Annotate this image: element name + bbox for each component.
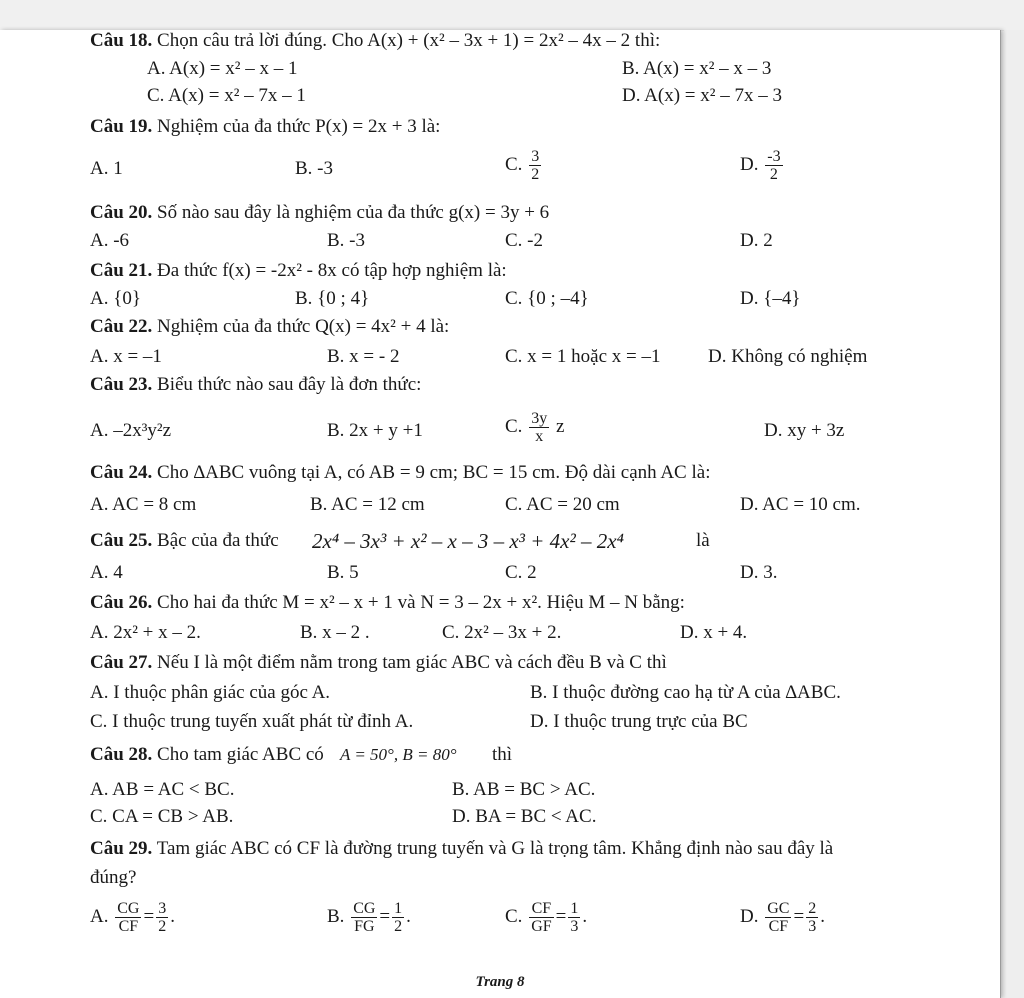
option-a: A. $\frac{CG}{CF}$ = $\frac{3}{2}$ . (90, 900, 175, 935)
question-text: đúng? (90, 867, 137, 888)
option-b: B. AB = BC > AC. (452, 779, 596, 800)
question-label: Câu 27. (90, 652, 153, 673)
option-b: B. x – 2 . (300, 622, 370, 643)
option-c: C. 2 (505, 562, 537, 583)
fraction: $\frac{CF}{GF}$ (531, 900, 552, 935)
option-a: A. AB = AC < BC. (90, 779, 235, 800)
option-b: B. $\frac{CG}{FG}$ = $\frac{1}{2}$ . (327, 900, 411, 935)
option-d: D. $\frac{GC}{CF}$ = $\frac{2}{3}$ . (740, 900, 825, 935)
option-d: D. Không có nghiệm (708, 346, 868, 367)
fraction: $\frac{3}{2}$ (158, 900, 167, 935)
option-d: D. 3. (740, 562, 778, 583)
question-text: Chọn câu trả lời đúng. Cho A(x) + (x² – 3x + 1) = 2x² – 4x – 2 thì: (157, 30, 661, 51)
question-text: Bậc của đa thức (157, 530, 279, 551)
option-c: C. 2x² – 3x + 2. (442, 622, 562, 643)
question-text: Nghiệm của đa thức P(x) = 2x + 3 là: (157, 116, 441, 137)
option-b: B. -3 (295, 158, 333, 179)
question-text: Cho hai đa thức M = x² – x + 1 và N = 3 – 2x + x². Hiệu M – N bằng: (157, 592, 685, 613)
option-d: D. $\frac{-3}{2}$ (740, 148, 781, 183)
option-a: A. 2x² + x – 2. (90, 622, 201, 643)
option-c: C. -2 (505, 230, 543, 251)
option-d: D. A(x) = x² – 7x – 3 (622, 85, 782, 106)
question-label: Câu 20. (90, 202, 153, 223)
question-label: Câu 19. (90, 116, 153, 137)
option-a: A. {0} (90, 288, 141, 309)
question-label: Câu 23. (90, 374, 153, 395)
option-d: D. BA = BC < AC. (452, 806, 597, 827)
option-a: A. -6 (90, 230, 130, 251)
question-label: Câu 18. (90, 30, 153, 51)
option-c: C. $\frac{3y}{x}$ z (505, 410, 565, 445)
option-c: C. {0 ; –4} (505, 288, 589, 309)
option-a: A. 4 (90, 562, 123, 583)
option-c: C. $\frac{CF}{GF}$ = $\frac{1}{3}$ . (505, 900, 588, 935)
option-d: D. xy + 3z (764, 420, 845, 441)
option-c: C. $\frac{3}{2}$ (505, 148, 540, 183)
question-label: Câu 21. (90, 260, 153, 281)
option-c: C. I thuộc trung tuyến xuất phát từ đỉnh A. (90, 711, 414, 732)
question-label: Câu 24. (90, 462, 153, 483)
question-text: Cho tam giác ABC có (157, 744, 324, 765)
option-d: D. I thuộc trung trực của BC (530, 711, 748, 732)
polynomial-expression: 2x⁴ – 3x³ + x² – x – 3 – x³ + 4x² – 2x⁴ (312, 529, 624, 553)
option-b: B. 5 (327, 562, 359, 583)
question-label: Câu 22. (90, 316, 153, 337)
question-text: Nếu I là một điểm nằm trong tam giác ABC và cách đều B và C thì (157, 652, 667, 673)
angle-values: A = 50°, B = 80° (340, 745, 457, 764)
question-text: Nghiệm của đa thức Q(x) = 4x² + 4 là: (157, 316, 450, 337)
option-a: A. AC = 8 cm (90, 494, 197, 515)
option-c: C. AC = 20 cm (505, 494, 620, 515)
fraction: $\frac{3}{2}$ (531, 148, 540, 183)
question-text: Đa thức f(x) = -2x² - 8x có tập hợp nghiệm là: (157, 260, 507, 281)
option-c: C. CA = CB > AB. (90, 806, 234, 827)
fraction: $\frac{CG}{CF}$ (117, 900, 140, 935)
question-text-suffix: là (696, 530, 710, 551)
fraction: $\frac{-3}{2}$ (767, 148, 781, 183)
question-text-suffix: thì (492, 744, 513, 765)
option-d: D. x + 4. (680, 622, 748, 643)
option-c: C. A(x) = x² – 7x – 1 (147, 85, 306, 106)
fraction: $\frac{3y}{x}$ (531, 410, 548, 445)
option-a: A. –2x³y²z (90, 420, 172, 441)
question-label: Câu 26. (90, 592, 153, 613)
option-b: B. A(x) = x² – x – 3 (622, 58, 772, 79)
option-a: A. A(x) = x² – x – 1 (147, 58, 298, 79)
viewer-toolbar (0, 0, 1024, 31)
question-text: Số nào sau đây là nghiệm của đa thức g(x) = 3y + 6 (157, 202, 550, 223)
option-a: A. I thuộc phân giác của góc A. (90, 682, 331, 703)
option-b: B. AC = 12 cm (310, 494, 425, 515)
option-b: B. 2x + y +1 (327, 420, 423, 441)
option-b: B. -3 (327, 230, 365, 251)
option-d: D. {–4} (740, 288, 801, 309)
fraction: $\frac{1}{3}$ (570, 900, 579, 935)
option-b: B. I thuộc đường cao hạ từ A của ∆ABC. (530, 682, 841, 703)
fraction: $\frac{GC}{CF}$ (767, 900, 790, 935)
question-label: Câu 28. (90, 744, 153, 765)
option-d: D. 2 (740, 230, 773, 251)
option-b: B. {0 ; 4} (295, 288, 370, 309)
question-text: Biểu thức nào sau đây là đơn thức: (157, 374, 422, 395)
option-c: C. x = 1 hoặc x = –1 (505, 346, 661, 367)
question-text: Cho ∆ABC vuông tại A, có AB = 9 cm; BC = 15 cm. Độ dài cạnh AC là: (157, 462, 711, 483)
viewer-gutter (1004, 30, 1024, 998)
page-footer: Trang 8 (475, 974, 525, 990)
question-label: Câu 29. (90, 838, 153, 859)
question-label: Câu 25. (90, 530, 153, 551)
option-a: A. x = –1 (90, 346, 162, 367)
option-d: D. AC = 10 cm. (740, 494, 861, 515)
option-b: B. x = - 2 (327, 346, 400, 367)
fraction: $\frac{2}{3}$ (808, 900, 817, 935)
option-a: A. 1 (90, 158, 123, 179)
fraction: $\frac{CG}{FG}$ (353, 900, 376, 935)
fraction: $\frac{1}{2}$ (394, 900, 403, 935)
question-text: Tam giác ABC có CF là đường trung tuyến và G là trọng tâm. Khẳng định nào sau đây là (156, 838, 834, 859)
document-page (0, 30, 1001, 998)
